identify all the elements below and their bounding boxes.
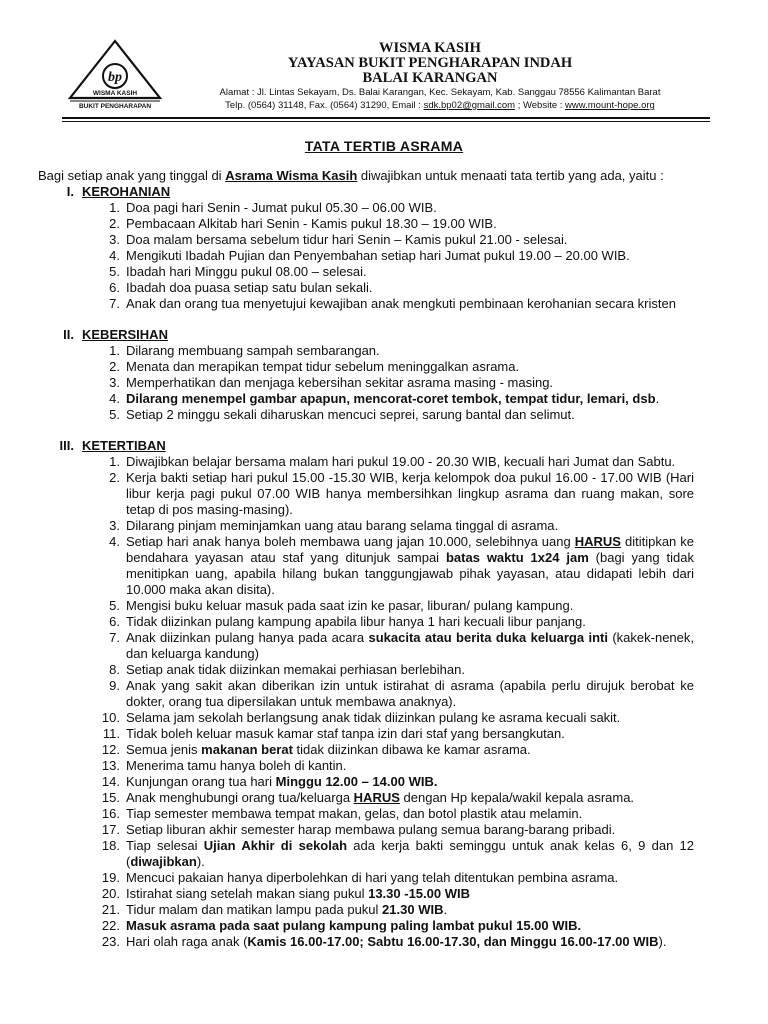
rule-text: Mencuci pakaian hanya diperbolehkan di hari yang telah ditentukan pembina asrama. bbox=[126, 870, 619, 885]
rule-text: Setiap hari anak hanya boleh membawa uang jajan 10.000, selebihnya uang HARUS dititipkan ke bendahara yayasan atau staf yang ditunjuk sampai batas waktu 1x24 jam (bagi yang tidak menitipkan uang, apabila hilang bukan tanggungjawab pihak yayasan, atau didapati lebih dari 10.000 maka akan disita). bbox=[126, 534, 694, 597]
rule-text: Tidur malam dan matikan lampu pada pukul 21.30 WIB. bbox=[126, 902, 448, 917]
rule-number: 6. bbox=[109, 280, 120, 295]
rule-item bbox=[0, 280, 694, 296]
rule-number: 15. bbox=[101, 790, 120, 805]
rule-item bbox=[0, 343, 694, 359]
rule-item bbox=[0, 902, 694, 918]
svg-text:WISMA KASIH: WISMA KASIH bbox=[92, 90, 138, 97]
rule-text: Anak diizinkan pulang hanya pada acara sukacita atau berita duka keluarga inti (kakek-nenek, dan keluarga kandung) bbox=[126, 630, 694, 661]
document-title: TATA TERTIB ASRAMA bbox=[304, 138, 464, 154]
rule-number: 12. bbox=[101, 742, 120, 757]
rule-text: Tidak diizinkan pulang kampung apabila libur hanya 1 hari kecuali libur panjang. bbox=[126, 614, 586, 629]
rule-number: 21. bbox=[101, 902, 120, 917]
rule-text: Doa pagi hari Senin - Jumat pukul 05.30 – 06.00 WIB. bbox=[126, 200, 437, 215]
rule-text: Semua jenis makanan berat tidak diizinkan dibawa ke kamar asrama. bbox=[126, 742, 531, 757]
rule-number: 5. bbox=[109, 264, 120, 279]
rule-item bbox=[0, 662, 694, 678]
section-list-kebersihan bbox=[0, 343, 694, 423]
rule-text: Tidak boleh keluar masuk kamar staf tanpa izin dari staf yang bersangkutan. bbox=[126, 726, 565, 741]
rule-text: Masuk asrama pada saat pulang kampung paling lambat pukul 15.00 WIB. bbox=[126, 918, 582, 933]
rule-item bbox=[0, 232, 694, 248]
section-list-ketertiban bbox=[0, 454, 694, 950]
rule-item bbox=[0, 518, 694, 534]
rule-item bbox=[0, 758, 694, 774]
rule-item bbox=[0, 359, 694, 375]
svg-text:bp: bp bbox=[108, 70, 122, 85]
rule-item bbox=[0, 264, 694, 280]
rule-text: Kerja bakti setiap hari pukul 15.00 -15.30 WIB, kerja kelompok doa pukul 16.00 - 17.00 WIB (Hari libur kerja pagi pukul 07.00 WIB hanya membersihkan lingkup asrama dan ruang makan, sore tetap di pos masing-masing). bbox=[126, 470, 694, 517]
rule-number: 10. bbox=[101, 710, 120, 725]
rule-text: Doa malam bersama sebelum tidur hari Senin – Kamis pukul 21.00 - selesai. bbox=[126, 232, 568, 247]
org-name-line2: YAYASAN BUKIT PENGHARAPAN INDAH bbox=[287, 55, 573, 71]
intro-paragraph bbox=[38, 168, 664, 183]
rule-text: Tiap semester membawa tempat makan, gelas, dan botol plastik atau melamin. bbox=[126, 806, 583, 821]
rule-text: Menerima tamu hanya boleh di kantin. bbox=[126, 758, 347, 773]
rule-number: 5. bbox=[109, 407, 120, 422]
rule-item bbox=[0, 918, 694, 934]
rule-number: 16. bbox=[101, 806, 120, 821]
rule-item bbox=[0, 534, 694, 598]
address-line: Alamat : Jl. Lintas Sekayam, Ds. Balai Karangan, Kec. Sekayam, Kab. Sanggau 78556 Kalimantan Barat bbox=[219, 87, 661, 98]
svg-text:BUKIT PENGHARAPAN: BUKIT PENGHARAPAN bbox=[78, 103, 152, 110]
rule-text: Pembacaan Alkitab hari Senin - Kamis pukul 18.30 – 19.00 WIB. bbox=[126, 216, 497, 231]
rule-number: 1. bbox=[109, 200, 120, 215]
rule-text: Setiap liburan akhir semester harap membawa pulang semua barang-barang pribadi. bbox=[126, 822, 616, 837]
rule-number: 6. bbox=[109, 614, 120, 629]
rule-number: 4. bbox=[109, 391, 120, 406]
rule-text: Dilarang membuang sampah sembarangan. bbox=[126, 343, 380, 358]
rule-number: 3. bbox=[109, 518, 120, 533]
rule-item bbox=[0, 200, 694, 216]
section-heading-kebersihan: KEBERSIHAN bbox=[82, 327, 168, 342]
rule-text: Mengisi buku keluar masuk pada saat izin ke pasar, liburan/ pulang kampung. bbox=[126, 598, 574, 613]
rule-item bbox=[0, 838, 694, 870]
rule-number: 13. bbox=[101, 758, 120, 773]
rule-text: Setiap 2 minggu sekali diharuskan mencuci seprei, sarung bantal dan selimut. bbox=[126, 407, 575, 422]
rule-text: Memperhatikan dan menjaga kebersihan sekitar asrama masing - masing. bbox=[126, 375, 554, 390]
rule-number: 1. bbox=[109, 454, 120, 469]
rule-number: 4. bbox=[109, 534, 120, 549]
org-name-line3: BALAI KARANGAN bbox=[362, 70, 498, 86]
rule-item bbox=[0, 598, 694, 614]
rule-item bbox=[0, 216, 694, 232]
rule-number: 2. bbox=[109, 470, 120, 485]
rule-item bbox=[0, 934, 694, 950]
rule-item bbox=[0, 296, 694, 312]
rule-text: Anak menghubungi orang tua/keluarga HARUS dengan Hp kepala/wakil kepala asrama. bbox=[126, 790, 635, 805]
rule-text: Diwajibkan belajar bersama malam hari pukul 19.00 - 20.30 WIB, kecuali hari Jumat dan Sabtu. bbox=[126, 454, 676, 469]
rule-item bbox=[0, 726, 694, 742]
rule-number: 7. bbox=[109, 296, 120, 311]
rule-item bbox=[0, 886, 694, 902]
rule-number: 2. bbox=[109, 216, 120, 231]
rule-text: Anak yang sakit akan diberikan izin untuk istirahat di asrama (apabila perlu dirujuk berobat ke dokter, orang tua dipersilakan untuk membawa anaknya). bbox=[126, 678, 694, 709]
rule-number: 3. bbox=[109, 375, 120, 390]
intro-text-before: Bagi setiap anak yang tinggal di bbox=[38, 168, 226, 183]
rule-item bbox=[0, 774, 694, 790]
rule-number: 19. bbox=[101, 870, 120, 885]
rule-text: Dilarang menempel gambar apapun, mencorat-coret tembok, tempat tidur, lemari, dsb. bbox=[126, 391, 660, 406]
rule-item bbox=[0, 630, 694, 662]
header-divider-thick bbox=[62, 117, 710, 119]
rule-number: 2. bbox=[109, 359, 120, 374]
rule-number: 7. bbox=[109, 630, 120, 645]
contact-phone-fax: Telp. (0564) 31148, Fax. (0564) 31290, Email : bbox=[225, 100, 424, 111]
rule-item bbox=[0, 614, 694, 630]
rule-item bbox=[0, 822, 694, 838]
rule-number: 17. bbox=[101, 822, 120, 837]
rule-item bbox=[0, 470, 694, 518]
rule-number: 5. bbox=[109, 598, 120, 613]
rule-number: 22. bbox=[101, 918, 120, 933]
rule-text: Kunjungan orang tua hari Minggu 12.00 – 14.00 WIB. bbox=[126, 774, 438, 789]
rule-number: 4. bbox=[109, 248, 120, 263]
rule-text: Mengikuti Ibadah Pujian dan Penyembahan setiap hari Jumat pukul 19.00 – 20.00 WIB. bbox=[126, 248, 630, 263]
rule-text: Dilarang pinjam meminjamkan uang atau barang selama tinggal di asrama. bbox=[126, 518, 559, 533]
rule-number: 11. bbox=[102, 726, 120, 741]
rule-item bbox=[0, 678, 694, 710]
intro-dormitory-name: Asrama Wisma Kasih bbox=[225, 168, 358, 183]
rule-number: 3. bbox=[109, 232, 120, 247]
rule-number: 18. bbox=[101, 838, 120, 853]
section-heading-ketertiban: KETERTIBAN bbox=[82, 438, 166, 453]
section-list-kerohanian bbox=[0, 200, 694, 312]
rule-item bbox=[0, 710, 694, 726]
rule-item bbox=[0, 391, 694, 407]
rule-text: Setiap anak tidak diizinkan memakai perhiasan berlebihan. bbox=[126, 662, 465, 677]
rule-text: Hari olah raga anak (Kamis 16.00-17.00; Sabtu 16.00-17.30, dan Minggu 16.00-17.00 WIB). bbox=[126, 934, 667, 949]
rule-text: Ibadah hari Minggu pukul 08.00 – selesai. bbox=[126, 264, 367, 279]
website-label: ; Website : bbox=[515, 100, 566, 111]
rule-text: Menata dan merapikan tempat tidur sebelum meninggalkan asrama. bbox=[126, 359, 520, 374]
rule-text: Ibadah doa puasa setiap satu bulan sekali. bbox=[126, 280, 373, 295]
rule-item bbox=[0, 407, 694, 423]
rule-number: 9. bbox=[109, 678, 120, 693]
contact-line bbox=[170, 99, 710, 112]
email-link[interactable]: sdk.bp02@gmail.com bbox=[423, 100, 516, 111]
rule-number: 1. bbox=[109, 343, 120, 358]
rule-number: 14. bbox=[101, 774, 120, 789]
org-name-line1: WISMA KASIH bbox=[379, 40, 481, 56]
website-link[interactable]: www.mount-hope.org bbox=[565, 100, 655, 111]
rule-number: 23. bbox=[101, 934, 120, 949]
rule-number: 20. bbox=[101, 886, 120, 901]
rule-text: Selama jam sekolah berlangsung anak tidak diizinkan pulang ke asrama kecuali sakit. bbox=[126, 710, 621, 725]
rule-text: Istirahat siang setelah makan siang pukul 13.30 -15.00 WIB bbox=[126, 886, 470, 901]
rule-item bbox=[0, 248, 694, 264]
header-divider-thin bbox=[62, 121, 710, 122]
rule-item bbox=[0, 742, 694, 758]
rule-item bbox=[0, 870, 694, 886]
rule-item bbox=[0, 454, 694, 470]
foundation-logo bbox=[62, 38, 168, 112]
rule-item bbox=[0, 806, 694, 822]
rule-text: Tiap selesai Ujian Akhir di sekolah ada kerja bakti seminggu untuk anak kelas 6, 9 dan 12 (diwajibkan). bbox=[126, 838, 694, 869]
rule-item bbox=[0, 790, 694, 806]
rule-number: 8. bbox=[109, 662, 120, 677]
rule-text: Anak dan orang tua menyetujui kewajiban anak mengkuti pembinaan kerohanian secara kristen bbox=[126, 296, 676, 311]
intro-text-after: diwajibkan untuk menaati tata tertib yang ada, yaitu : bbox=[357, 168, 664, 183]
section-heading-kerohanian: KEROHANIAN bbox=[82, 184, 171, 199]
rule-item bbox=[0, 375, 694, 391]
